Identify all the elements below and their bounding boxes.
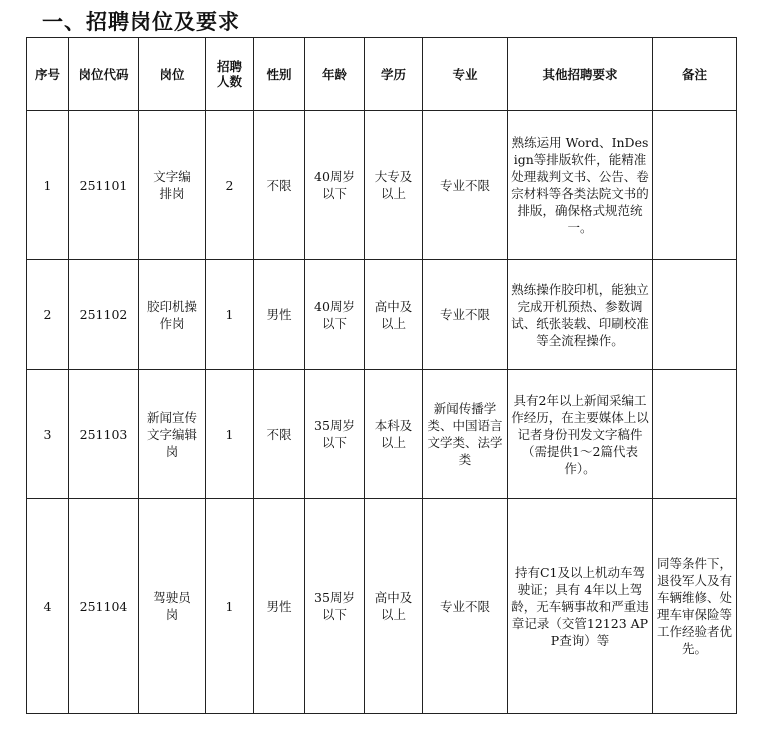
page-title: 一、招聘岗位及要求 xyxy=(42,10,240,34)
cell-position: 胶印机操作岗 xyxy=(139,260,206,370)
cell-code: 251102 xyxy=(69,260,139,370)
cell-major: 专业不限 xyxy=(423,499,508,714)
cell-gender: 不限 xyxy=(254,370,305,499)
cell-gender: 不限 xyxy=(254,111,305,260)
cell-code: 251103 xyxy=(69,370,139,499)
cell-index: 4 xyxy=(27,499,69,714)
header-age: 年龄 xyxy=(305,38,365,111)
cell-position: 文字编排岗 xyxy=(139,111,206,260)
cell-position: 新闻宣传文字编辑岗 xyxy=(139,370,206,499)
cell-note xyxy=(653,260,737,370)
cell-age: 40周岁以下 xyxy=(305,260,365,370)
cell-index: 2 xyxy=(27,260,69,370)
cell-note: 同等条件下，退役军人及有车辆维修、处理车审保险等工作经验者优先。 xyxy=(653,499,737,714)
cell-note xyxy=(653,370,737,499)
cell-major: 专业不限 xyxy=(423,111,508,260)
table-row xyxy=(27,111,737,260)
cell-position: 驾驶员岗 xyxy=(139,499,206,714)
header-index: 序号 xyxy=(27,38,69,111)
cell-education: 高中及以上 xyxy=(365,499,423,714)
cell-education: 高中及以上 xyxy=(365,260,423,370)
cell-major: 专业不限 xyxy=(423,260,508,370)
cell-age: 35周岁以下 xyxy=(305,370,365,499)
header-requirements: 其他招聘要求 xyxy=(508,38,653,111)
cell-age: 40周岁以下 xyxy=(305,111,365,260)
cell-major: 新闻传播学类、中国语言文学类、法学类 xyxy=(423,370,508,499)
cell-index: 1 xyxy=(27,111,69,260)
cell-count: 1 xyxy=(206,499,254,714)
cell-requirements: 熟练运用 Word、InDesign等排版软件，能精准处理裁判文书、公告、卷宗材料等各类法院文书的排版，确保格式规范统一。 xyxy=(508,111,653,260)
cell-requirements: 熟练操作胶印机，能独立完成开机预热、参数调试、纸张装载、印刷校准等全流程操作。 xyxy=(508,260,653,370)
job-table xyxy=(26,37,737,714)
table-row xyxy=(27,370,737,499)
table-row xyxy=(27,499,737,714)
cell-count: 1 xyxy=(206,260,254,370)
cell-count: 1 xyxy=(206,370,254,499)
cell-requirements: 持有C1及以上机动车驾驶证；具有 4年以上驾龄，无车辆事故和严重违章记录（交管12123 APP查询）等 xyxy=(508,499,653,714)
cell-count: 2 xyxy=(206,111,254,260)
cell-gender: 男性 xyxy=(254,260,305,370)
header-note: 备注 xyxy=(653,38,737,111)
header-count: 招聘人数 xyxy=(206,38,254,111)
cell-education: 大专及以上 xyxy=(365,111,423,260)
cell-age: 35周岁以下 xyxy=(305,499,365,714)
header-position: 岗位 xyxy=(139,38,206,111)
cell-code: 251101 xyxy=(69,111,139,260)
header-code: 岗位代码 xyxy=(69,38,139,111)
cell-gender: 男性 xyxy=(254,499,305,714)
cell-education: 本科及以上 xyxy=(365,370,423,499)
cell-code: 251104 xyxy=(69,499,139,714)
header-education: 学历 xyxy=(365,38,423,111)
table-header-row xyxy=(27,38,737,111)
table-row xyxy=(27,260,737,370)
cell-note xyxy=(653,111,737,260)
header-major: 专业 xyxy=(423,38,508,111)
cell-index: 3 xyxy=(27,370,69,499)
header-gender: 性别 xyxy=(254,38,305,111)
cell-requirements: 具有2年以上新闻采编工作经历，在主要媒体上以记者身份刊发文字稿件（需提供1～2篇代表作）。 xyxy=(508,370,653,499)
